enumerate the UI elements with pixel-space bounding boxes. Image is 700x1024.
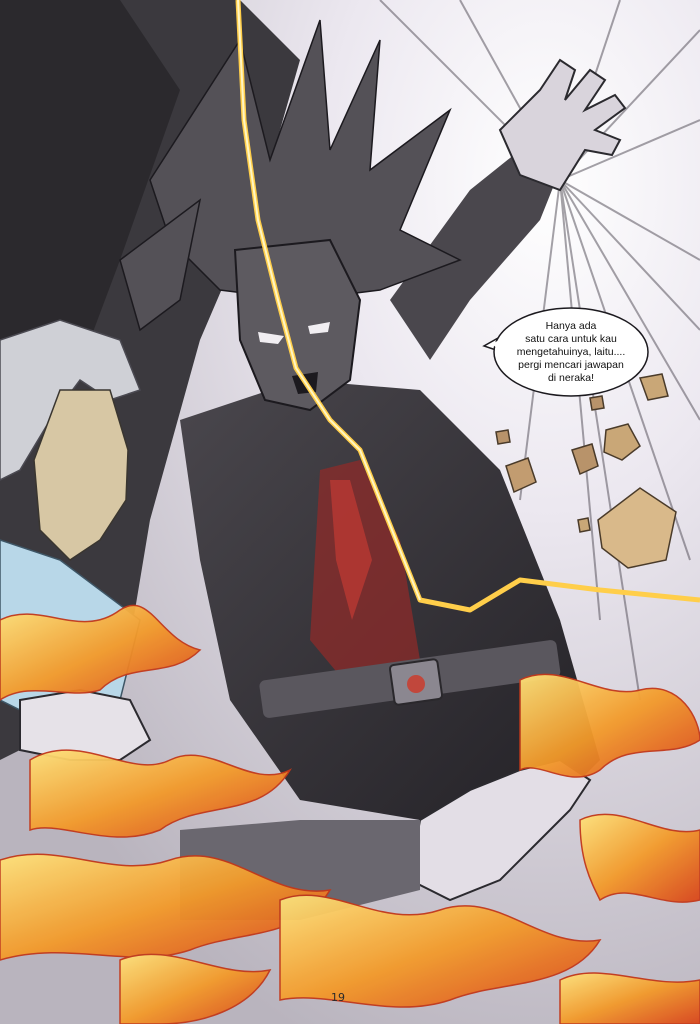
speech-line: pergi mencari jawapan	[518, 358, 624, 371]
speech-line: di neraka!	[547, 371, 595, 384]
left-hand	[20, 690, 150, 760]
speech-line: satu cara untuk kau	[525, 332, 617, 345]
page-number: 19	[331, 991, 345, 1004]
speech-line: mengetahuinya, laitu....	[516, 345, 626, 358]
speech-bubble	[497, 309, 645, 395]
speech-line: Hanya ada	[545, 319, 597, 332]
